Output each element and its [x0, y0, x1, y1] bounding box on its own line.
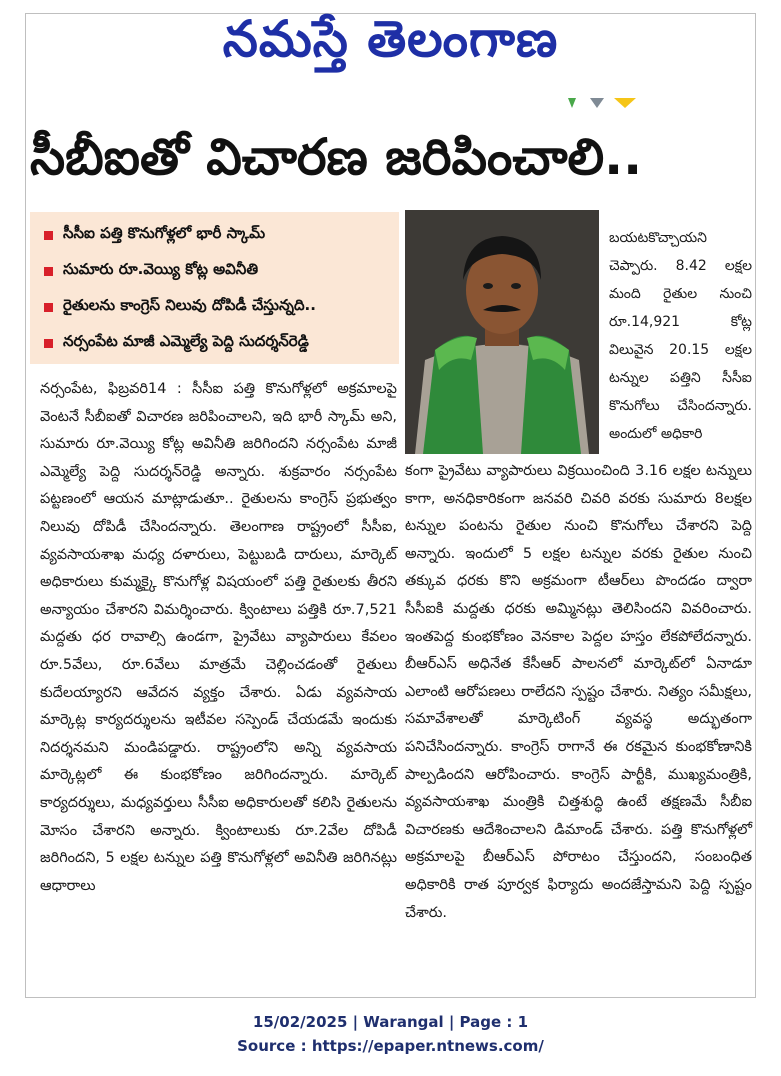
highlights-box — [30, 212, 399, 364]
article-paragraph-left: నర్సంపేట, ఫిబ్రవరి14 : సీసీఐ పత్తి కొనుగోళ్లలో అక్రమాలపై వెంటనే సీబీఐతో విచారణ జరిపించాలని, ఇది భారీ స్కామ్ అని, సుమారు రూ.వెయ్యి కోట్ల అవినీతి జరిగిందని నర్సంపేట మాజీ ఎమ్మెల్యే పెద్ది సుదర్శన్‌రెడ్డి అన్నారు. శుక్రవారం నర్సంపేట పట్టణంలో ఆయన మాట్లాడుతూ.. రైతులను కాంగ్రెస్ ప్రభుత్వం నిలువు దోపిడీ చేసిందన్నారు. తెలంగాణ రాష్ట్రంలో సీసీఐ, వ్యవసాయశాఖ మధ్య దళారులు, పెట్టుబడి దారులు, మార్కెట్ అధికారులు కుమ్మక్కై కొనుగోళ్ల విషయంలో పత్తి రైతులకు తీరని అన్యాయం చేశారని విమర్శించారు. క్వింటాలు పత్తికి రూ.7,521 మద్దతు ధర రావాల్సి ఉండగా, ప్రైవేటు వ్యాపారులు కేవలం రూ.5వేలు, రూ.6వేలు మాత్రమే చెల్లించడంతో రైతులు కుదేలయ్యారని ఆవేదన వ్యక్తం చేశారు. ఏడు వ్యవసాయ మార్కెట్ల కార్యదర్శులను ఇటీవల సస్పెండ్ చేయడమే ఇందుకు నిదర్శనమని మండిపడ్డారు. రాష్ట్రంలోని అన్ని వ్యవసాయ మార్కెట్లలో ఈ కుంభకోణం జరిగిందన్నారు. మార్కెట్ కార్యదర్శులు, మధ్యవర్తులు సీసీఐ అధికారులతో కలిసి రైతులను మోసం చేశారని అన్నారు. క్వింటాలుకు రూ.2వేల దోపిడీ జరిగిందని, 5 లక్షల టన్నుల పత్తి కొనుగోళ్లలో అవినీతి జరిగినట్లు ఆధారాలు — [40, 381, 397, 894]
highlight-text: రైతులను కాంగ్రెస్ నిలువు దోపిడీ చేస్తున్నది.. — [63, 296, 316, 314]
highlight-item — [30, 254, 399, 288]
highlight-item — [30, 290, 399, 324]
highlight-item — [30, 326, 399, 360]
article-column-right — [405, 458, 752, 988]
article-column-right-top — [609, 224, 752, 452]
article-paragraph-right-top: బయటకొచ్చాయని చెప్పారు. 8.42 లక్షల మంది రైతుల నుంచి రూ.14,921 కోట్ల విలువైన 20.15 లక్షల టన్నుల పత్తిని సీసీఐ కొనుగోలు చేసిందన్నారు. అందులో అధికారి — [609, 230, 752, 442]
article-paragraph-right: కంగా ప్రైవేటు వ్యాపారులు విక్రయించింది 3.16 లక్షల టన్నులు కాగా, అనధికారికంగా జనవరి చివరి వరకు సుమారు 8లక్షల టన్నుల పంటను రైతుల నుంచి కొనుగోలు చేశారని పెద్ది అన్నారు. ఇందులో 5 లక్షల టన్నుల వరకు రైతుల నుంచి తక్కువ ధరకు కొని అక్రమంగా టీఆర్‌లు పొందడం ద్వారా సీసీఐకి మద్దతు ధరకు అమ్మినట్లు తెలిసిందని వివరించారు. ఇంతపెద్ద కుంభకోణం వెనకాల పెద్దల హస్తం లేకపోలేదన్నారు. బీఆర్‌ఎస్ అధినేత కేసీఆర్ పాలనలో మార్కెట్‌లో ఏనాడూ ఎలాంటి ఆరోపణలు రాలేదని స్పష్టం చేశారు. నిత్యం సమీక్షలు, సమావేశాలతో మార్కెటింగ్ వ్యవస్థ అద్భుతంగా పనిచేసిందన్నారు. కాంగ్రెస్ రాగానే ఈ రకమైన కుంభకోణానికి పాల్పడిందని ఆరోపించారు. కాంగ్రెస్ పార్టీకి, ముఖ్యమంత్రికి, వ్యవసాయశాఖ మంత్రికి చిత్తశుద్ధి ఉంటే తక్షణమే సీబీఐ విచారణకు ఆదేశించాలని డిమాండ్ చేశారు. పత్తి కొనుగోళ్లలో అక్రమాలపై బీఆర్‌ఎస్ పోరాటం చేస్తుందని, సంబంధిత అధికారికి రాత పూర్వక ఫిర్యాదు అందజేస్తామని పెద్ది స్పష్టం చేశారు. — [405, 463, 752, 921]
portrait-photo — [405, 210, 599, 454]
highlight-text: సుమారు రూ.వెయ్యి కోట్ల అవినీతి — [63, 260, 259, 278]
footer-source-line: Source : https://epaper.ntnews.com/ — [237, 1037, 544, 1055]
bullet-icon — [44, 267, 53, 276]
article-headline: సీబీఐతో విచారణ జరిపించాలి.. — [30, 128, 643, 186]
highlight-text: నర్సంపేట మాజీ ఎమ్మెల్యే పెద్ది సుదర్శన్‌రెడ్డి — [63, 332, 309, 350]
article-column-left — [40, 376, 397, 986]
newspaper-masthead: నమస్తే తెలంగాణ — [222, 10, 559, 68]
portrait-illustration — [405, 210, 599, 454]
footer-date-line: 15/02/2025 | Warangal | Page : 1 — [252, 1013, 529, 1031]
highlight-text: సీసీఐ పత్తి కొనుగోళ్లలో భారీ స్కామ్ — [63, 224, 266, 242]
bullet-icon — [44, 339, 53, 348]
bullet-icon — [44, 303, 53, 312]
bullet-icon — [44, 231, 53, 240]
highlight-item — [30, 218, 399, 252]
